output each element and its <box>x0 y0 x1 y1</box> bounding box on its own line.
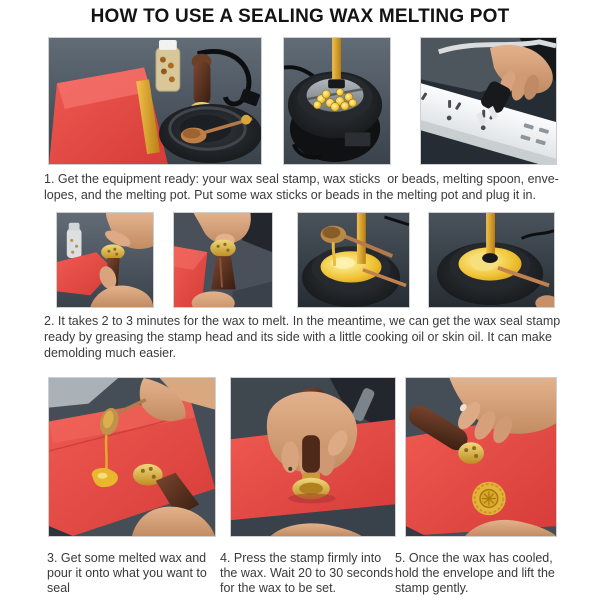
plug-into-power-strip-illustration <box>421 38 556 164</box>
step-5-line-2: hold the envelope and lift the <box>395 566 555 580</box>
photo-stir-melted-wax <box>428 212 555 308</box>
step-2-line-2: ready by greasing the stamp head and its side with a little cooking oil or skin oil. It can make <box>44 330 552 344</box>
rub-oil-on-stamp-illustration <box>174 213 272 307</box>
photo-grease-stamp-head <box>56 212 154 308</box>
photo-press-stamp <box>230 377 396 537</box>
wax-beads-in-pot-illustration <box>284 38 390 164</box>
step-5-line-3: stamp gently. <box>395 581 469 595</box>
step-5-line-1: 5. Once the wax has cooled, <box>395 551 553 565</box>
step-4-line-3: for the wax to be set. <box>220 581 337 595</box>
step-3-line-1: 3. Get some melted wax and <box>47 551 207 565</box>
step-1-line-2: lopes, and the melting pot. Put some wax sticks or beads in the melting pot and plug it in. <box>44 188 536 202</box>
step-4-line-1: 4. Press the stamp firmly into <box>220 551 382 565</box>
step-2-line-3: demolding much easier. <box>44 346 177 360</box>
page-title: HOW TO USE A SEALING WAX MELTING POT <box>90 6 510 27</box>
pour-wax-illustration <box>49 378 215 536</box>
step-5-text <box>395 551 555 596</box>
step-2-text <box>44 313 560 361</box>
stir-melted-wax-illustration <box>429 213 554 307</box>
step-3-line-2: pour it onto what you want to <box>47 566 207 580</box>
photo-lift-stamp <box>405 377 557 537</box>
press-stamp-illustration <box>231 378 395 536</box>
step-2-line-1: 2. It takes 2 to 3 minutes for the wax to melt. In the meantime, we can get the wax seal stamp <box>44 314 561 328</box>
grease-stamp-head-illustration <box>57 213 153 307</box>
photo-wax-beads-in-pot <box>283 37 391 165</box>
photo-pour-wax <box>48 377 216 537</box>
step-1-text <box>44 171 559 203</box>
step-4-line-2: the wax. Wait 20 to 30 seconds <box>220 566 394 580</box>
photo-plug-into-power-strip <box>420 37 557 165</box>
equipment-ready-illustration <box>49 38 261 164</box>
photo-equipment-ready <box>48 37 262 165</box>
lift-stamp-illustration <box>406 378 556 536</box>
step-3-text <box>47 551 207 596</box>
step-4-text <box>220 551 393 596</box>
photo-rub-oil-on-stamp <box>173 212 273 308</box>
step-1-line-1: 1. Get the equipment ready: your wax seal stamp, wax sticks or beads, melting spoon, enve- <box>44 172 559 186</box>
step-3-line-3: seal <box>47 581 70 595</box>
photo-melted-wax-spoon <box>297 212 410 308</box>
melted-wax-spoon-illustration <box>298 213 409 307</box>
